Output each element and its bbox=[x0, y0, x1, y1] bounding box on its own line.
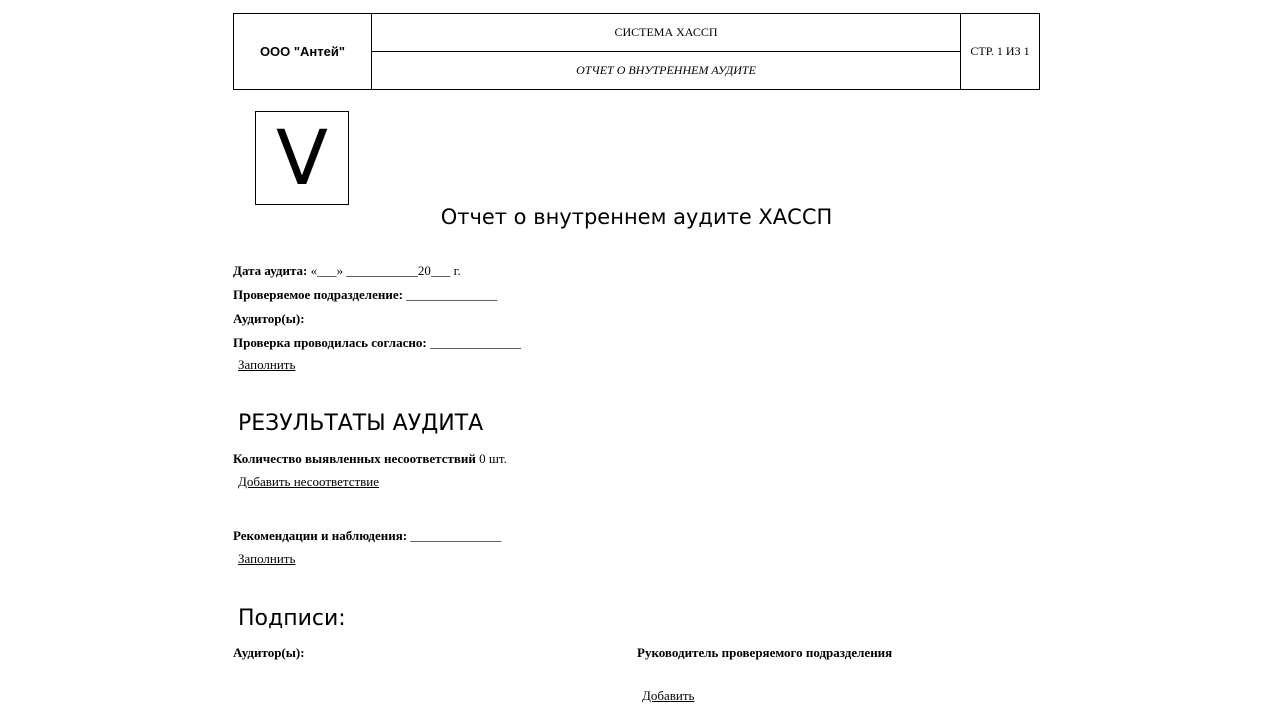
department-value: ______________ bbox=[402, 287, 498, 302]
audit-date-line bbox=[233, 263, 461, 279]
nonconformity-count-label: Количество выявленных несоответствий bbox=[233, 451, 476, 466]
system-name: СИСТЕМА ХАССП bbox=[372, 14, 960, 52]
company-logo: V bbox=[255, 111, 349, 205]
department-label: Проверяемое подразделение: bbox=[233, 287, 403, 302]
document-type: ОТЧЕТ О ВНУТРЕННЕМ АУДИТЕ bbox=[576, 63, 756, 77]
basis-value: ______________ bbox=[426, 335, 521, 350]
company-name: ООО "Антей" bbox=[234, 14, 372, 89]
audit-date-value: «___» ___________20___ г. bbox=[307, 263, 461, 278]
audit-date-label: Дата аудита: bbox=[233, 263, 308, 278]
auditors-label: Аудитор(ы): bbox=[233, 311, 305, 326]
report-title: Отчет о внутреннем аудите ХАССП bbox=[440, 205, 833, 229]
recommendations-label: Рекомендации и наблюдения: bbox=[233, 528, 408, 543]
header-middle bbox=[372, 14, 961, 89]
recommendations-line bbox=[233, 528, 501, 544]
signatures-head-label: Руководитель проверяемого подразделения bbox=[637, 645, 893, 660]
document-header bbox=[233, 13, 1040, 90]
page-number: СТР. 1 ИЗ 1 bbox=[970, 44, 1030, 58]
fill-report-link[interactable]: Заполнить bbox=[238, 357, 296, 372]
auditors-line bbox=[233, 311, 305, 327]
results-heading: РЕЗУЛЬТАТЫ АУДИТА bbox=[238, 411, 484, 436]
basis-label: Проверка проводилась согласно: bbox=[233, 335, 427, 350]
add-nonconformity-link[interactable]: Добавить несоответствие bbox=[238, 474, 380, 489]
recommendations-value: ______________ bbox=[407, 528, 502, 543]
department-line bbox=[233, 287, 497, 303]
signatures-heading: Подписи: bbox=[238, 606, 346, 631]
basis-line bbox=[233, 335, 521, 351]
signatures-head-line bbox=[637, 645, 892, 661]
fill-recommendations-link[interactable]: Заполнить bbox=[238, 551, 296, 566]
nonconformity-count-line bbox=[233, 451, 507, 467]
add-signature-link[interactable]: Добавить bbox=[642, 688, 695, 703]
nonconformity-count-value: 0 шт. bbox=[475, 451, 507, 466]
signatures-auditors-line bbox=[233, 645, 305, 661]
signatures-auditors-label: Аудитор(ы): bbox=[233, 645, 305, 660]
